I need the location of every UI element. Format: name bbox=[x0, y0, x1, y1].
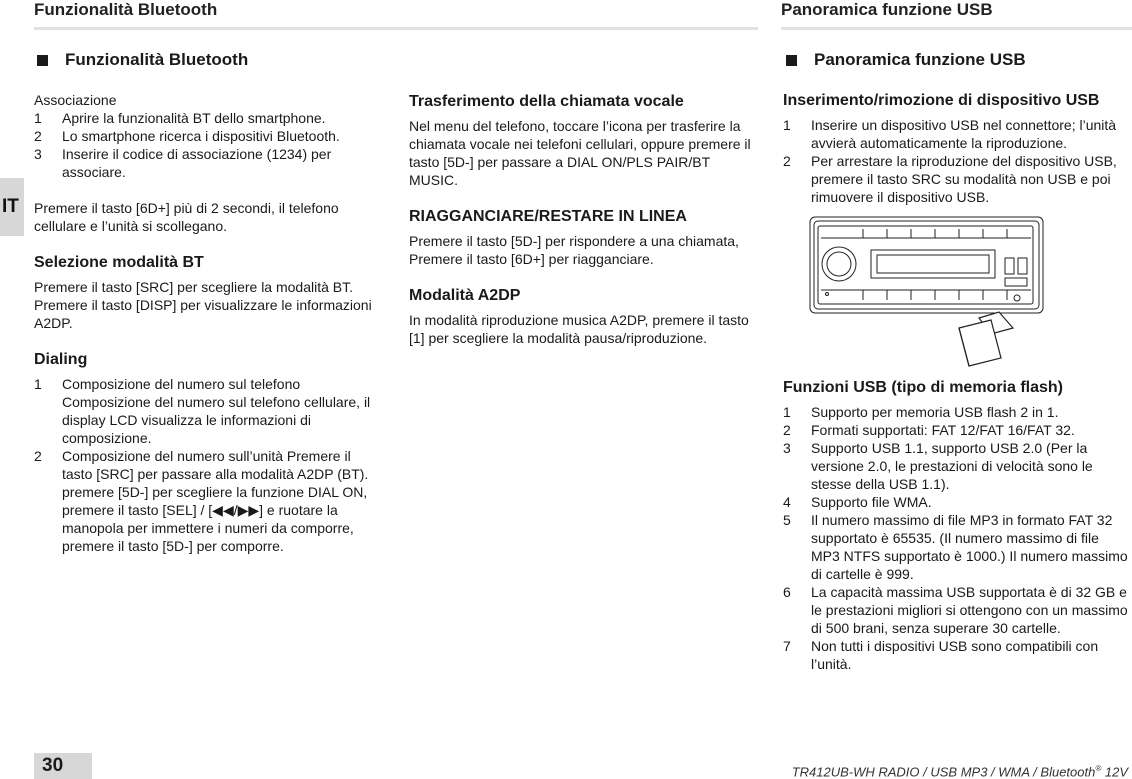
section-title-bluetooth bbox=[34, 49, 379, 71]
usb-functions-list bbox=[783, 403, 1131, 673]
list-item: 3 Inserire il codice di associazione (1234) per associare. bbox=[34, 146, 332, 180]
usb-insert-heading: Inserimento/rimozione di dispositivo USB bbox=[783, 92, 1100, 109]
section-title-usb bbox=[783, 49, 1131, 71]
header-rule-left bbox=[34, 27, 758, 30]
list-item: 2 Lo smartphone ricerca i dispositivi Bluetooth. bbox=[34, 128, 340, 144]
hangup-line-2: Premere il tasto [6D+] per riagganciare. bbox=[409, 251, 654, 267]
car-radio-usb-illustration bbox=[809, 216, 1045, 368]
header-rule-right bbox=[781, 27, 1132, 30]
a2dp-heading: Modalità A2DP bbox=[409, 287, 521, 304]
list-item: 2 Composizione del numero sull’unità Premere il tasto [SRC] per passare alla modalità A2DP (BT). premere [5D-] per scegliere la funzione DIAL ON, premere il tasto [SEL] / [◀◀/▶▶] e ruotare la manopola per immettere i numeri da comporre, premere il tasto [5D-] per comporre. bbox=[34, 448, 369, 554]
list-item: 1 Aprire la funzionalità BT dello smartphone. bbox=[34, 110, 326, 126]
column-middle bbox=[409, 92, 754, 347]
list-item: 6 La capacità massima USB supportata è di 32 GB e le prestazioni migliori si ottengono con un massimo di 500 brani, senza superare 30 cartelle. bbox=[783, 584, 1128, 636]
square-bullet-icon bbox=[37, 55, 48, 66]
list-item: 2 Formati supportati: FAT 12/FAT 16/FAT 32. bbox=[783, 422, 1075, 438]
language-tab: IT bbox=[0, 178, 24, 236]
pairing-steps bbox=[34, 109, 379, 181]
list-item: 7 Non tutti i dispositivi USB sono compatibili con l’unità. bbox=[783, 638, 1099, 672]
hangup-heading: RIAGGANCIARE/RESTARE IN LINEA bbox=[409, 208, 687, 225]
column-left bbox=[34, 49, 379, 555]
bt-mode-heading: Selezione modalità BT bbox=[34, 254, 204, 271]
list-item: 1 Composizione del numero sul telefono Composizione del numero sul telefono cellulare, il display LCD visualizza le informazioni di composizione. bbox=[34, 376, 371, 446]
bt-mode-line-1: Premere il tasto [SRC] per scegliere la modalità BT. bbox=[34, 279, 354, 295]
dialing-steps bbox=[34, 375, 379, 555]
section-title-text: Funzionalità Bluetooth bbox=[65, 50, 249, 69]
bt-mode-line-2: Premere il tasto [DISP] per visualizzare le informazioni A2DP. bbox=[34, 297, 372, 331]
list-item: 1 Inserire un dispositivo USB nel connettore; l’unità avvierà automaticamente la riproduzione. bbox=[783, 117, 1117, 151]
list-item: 2 Per arrestare la riproduzione del dispositivo USB, premere il tasto SRC su modalità non USB e poi rimuovere il dispositivo USB. bbox=[783, 153, 1117, 205]
usb-insert-steps bbox=[783, 116, 1131, 206]
column-right bbox=[783, 49, 1131, 673]
square-bullet-icon bbox=[786, 55, 797, 66]
usb-functions-heading: Funzioni USB (tipo di memoria flash) bbox=[783, 379, 1063, 396]
transfer-text: Nel menu del telefono, toccare l’icona per trasferire la chiamata vocale nei telefoni cellulari, oppure premere il tasto [5D-] per passare a DIAL ON/PLS PAIR/BT MUSIC. bbox=[409, 118, 751, 188]
pairing-heading: Associazione bbox=[34, 92, 117, 108]
hangup-line-1: Premere il tasto [5D-] per rispondere a una chiamata, bbox=[409, 233, 739, 249]
list-item: 5 Il numero massimo di file MP3 in formato FAT 32 supportato è 65535. (Il numero massimo di file MP3 NTFS supportato è 1000.) Il numero massimo di cartelle è 999. bbox=[783, 512, 1128, 582]
disconnect-note: Premere il tasto [6D+] più di 2 secondi, il telefono cellulare e l’unità si scollegano. bbox=[34, 200, 339, 234]
footer-model-text: TR412UB-WH RADIO / USB MP3 / WMA / Bluetooth® 12V bbox=[791, 764, 1128, 779]
page-header-left: Funzionalità Bluetooth bbox=[34, 0, 218, 19]
list-item: 3 Supporto USB 1.1, supporto USB 2.0 (Per la versione 2.0, le prestazioni di velocità sono le stesse della USB 1.1). bbox=[783, 440, 1093, 492]
a2dp-text: In modalità riproduzione musica A2DP, premere il tasto [1] per scegliere la modalità pausa/riproduzione. bbox=[409, 312, 749, 346]
list-item: 1 Supporto per memoria USB flash 2 in 1. bbox=[783, 404, 1059, 420]
transfer-heading: Trasferimento della chiamata vocale bbox=[409, 93, 684, 110]
page-number: 30 bbox=[34, 753, 92, 779]
dialing-heading: Dialing bbox=[34, 351, 88, 368]
list-item: 4 Supporto file WMA. bbox=[783, 494, 932, 510]
page-header-right: Panoramica funzione USB bbox=[781, 0, 993, 19]
section-title-text: Panoramica funzione USB bbox=[814, 50, 1026, 69]
